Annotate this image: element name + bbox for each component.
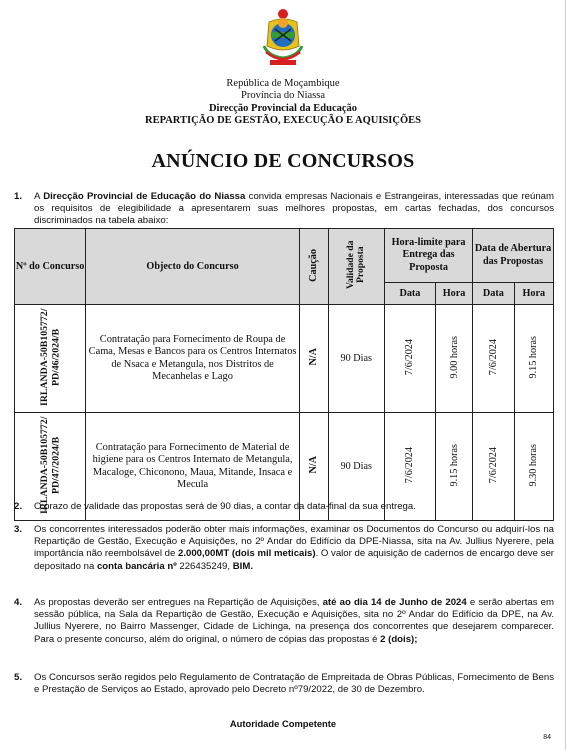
bank-name: BIM. bbox=[232, 560, 253, 572]
header-tender-number: Nº do Concurso bbox=[15, 229, 86, 305]
paragraph-number: 4. bbox=[14, 597, 23, 608]
header-data-2: Data bbox=[473, 283, 514, 305]
abertura-hora-cell: 9.15 horas bbox=[514, 305, 553, 413]
bank-account: 226435249, bbox=[176, 560, 233, 572]
republic-line: República de Moçambique bbox=[226, 78, 340, 89]
header-entrega: Hora-limite para Entrega das Proposta bbox=[384, 229, 472, 283]
document-header bbox=[0, 78, 566, 128]
abertura-hora-cell: 9.30 horas bbox=[514, 413, 553, 521]
entrega-hora-cell: 9.15 horas bbox=[435, 413, 472, 521]
mozambique-emblem bbox=[258, 8, 308, 70]
header-caucao: Caução bbox=[299, 229, 328, 305]
paragraph-3: 3. Os concorrentes interessados poderão obter mais informações, examinar os Documentos do Concurso ou adquirí-los na Repartição de Gestão, Execução e Aquisições, no 2º Andar do Edifício da DPE-Niassa, sita na Av. Jullius Nyerere, pela importância não reembolsável de 2.000,00MT (dois mil meticais). O valor de aquisição de cadernos de encargo deve ser depositado na conta bancária nº 226435249, BIM. bbox=[14, 524, 554, 572]
caucao-cell: N/A bbox=[299, 413, 328, 521]
object-cell: Contratação para Fornecimento de Material de higiene para os Centros Internato de Metangula, Macaloge, Chiconono, Maua, Mitande, Insaca e Mecula bbox=[86, 413, 300, 521]
paragraph-number: 3. bbox=[14, 524, 23, 535]
header-object: Objecto do Concurso bbox=[86, 229, 300, 305]
entrega-data-cell: 7/6/2024 bbox=[384, 305, 435, 413]
entrega-hora-cell: 9.00 horas bbox=[435, 305, 472, 413]
header-validade: Validade da Proposta bbox=[328, 229, 384, 305]
header-abertura: Data de Abertura das Propostas bbox=[473, 229, 554, 283]
validade-cell: 90 Dias bbox=[328, 305, 384, 413]
tender-number-cell: IRLANDA-50B105772/PD/46/2024/B bbox=[15, 305, 86, 413]
directorate-name: Direcção Provincial de Educação do Niassa bbox=[43, 191, 246, 202]
paragraph-number: 5. bbox=[14, 672, 23, 683]
entrega-data-cell: 7/6/2024 bbox=[384, 413, 435, 521]
validade-cell: 90 Dias bbox=[328, 413, 384, 521]
directorate-line: Direcção Provincial da Educação bbox=[208, 102, 358, 114]
header-data-1: Data bbox=[384, 283, 435, 305]
paragraph-1: 1. A Direcção Provincial de Educação do Niassa convida empresas Nacionais e Estrangeiras, interessadas que reúnam os requisitos de elegibilidade a apresentarem suas melhores propostas, em cartas fechadas, dos concursos discriminados na tabela abaixo: bbox=[14, 191, 554, 227]
document-title: ANÚNCIO DE CONCURSOS bbox=[151, 150, 415, 172]
abertura-data-cell: 7/6/2024 bbox=[473, 305, 514, 413]
paragraph-number: 1. bbox=[14, 191, 23, 202]
caucao-cell: N/A bbox=[299, 305, 328, 413]
paragraph-number: 2. bbox=[14, 501, 23, 512]
tenders-table bbox=[14, 228, 554, 521]
header-hora-1: Hora bbox=[435, 283, 472, 305]
province-line: Província do Niassa bbox=[241, 90, 325, 102]
header-hora-2: Hora bbox=[514, 283, 553, 305]
object-cell: Contratação para Fornecimento de Roupa de Cama, Mesas e Bancos para os Centros Internatos de Nsaca e Metangula, nos Distritos de Mecanhelas e Lago bbox=[86, 305, 300, 413]
paragraph-5: 5. Os Concursos serão regidos pelo Regulamento de Contratação de Empreitada de Obras Públicas, Fornecimento de Bens e Prestação de Serviços ao Estado, aprovado pelo Decreto nº79/2022, de 30 de Dezembro. bbox=[14, 672, 554, 696]
abertura-data-cell: 7/6/2024 bbox=[473, 413, 514, 521]
department-line: REPARTIÇÃO DE GESTÃO, EXECUÇÃO E AQUISIÇÕES bbox=[145, 115, 421, 127]
tender-number-cell: IRLANDA-50B105772/PD/47/2024/B bbox=[15, 413, 86, 521]
submission-deadline: até ao dia 14 de Junho de 2024 bbox=[322, 597, 467, 608]
page-number: 84 bbox=[543, 734, 551, 741]
document-price: 2.000,00MT (dois mil meticais) bbox=[178, 548, 316, 560]
paragraph-2: 2. O prazo de validade das propostas será de 90 dias, a contar da data-final da sua entrega. bbox=[14, 501, 416, 512]
paragraph-4: 4. As propostas deverão ser entregues na Repartição de Aquisições, até ao dia 14 de Junho de 2024 e serão abertas em sessão pública, na Sala da Repartição de Gestão, Execução e Aquisições, sita no 2º Andar do Edifício da DPE, na Av. Jullius Nyerere, no Bairro Massenger, Cidade de Lichinga, na presença dos concorrentes que desejarem comparecer. Para o presente concurso, além do original, o número de cópias das propostas é 2 (dois); bbox=[14, 597, 554, 645]
signature-line: Autoridade Competente bbox=[229, 718, 337, 729]
table-row bbox=[15, 305, 554, 413]
copies-count: 2 (dois); bbox=[380, 633, 418, 645]
